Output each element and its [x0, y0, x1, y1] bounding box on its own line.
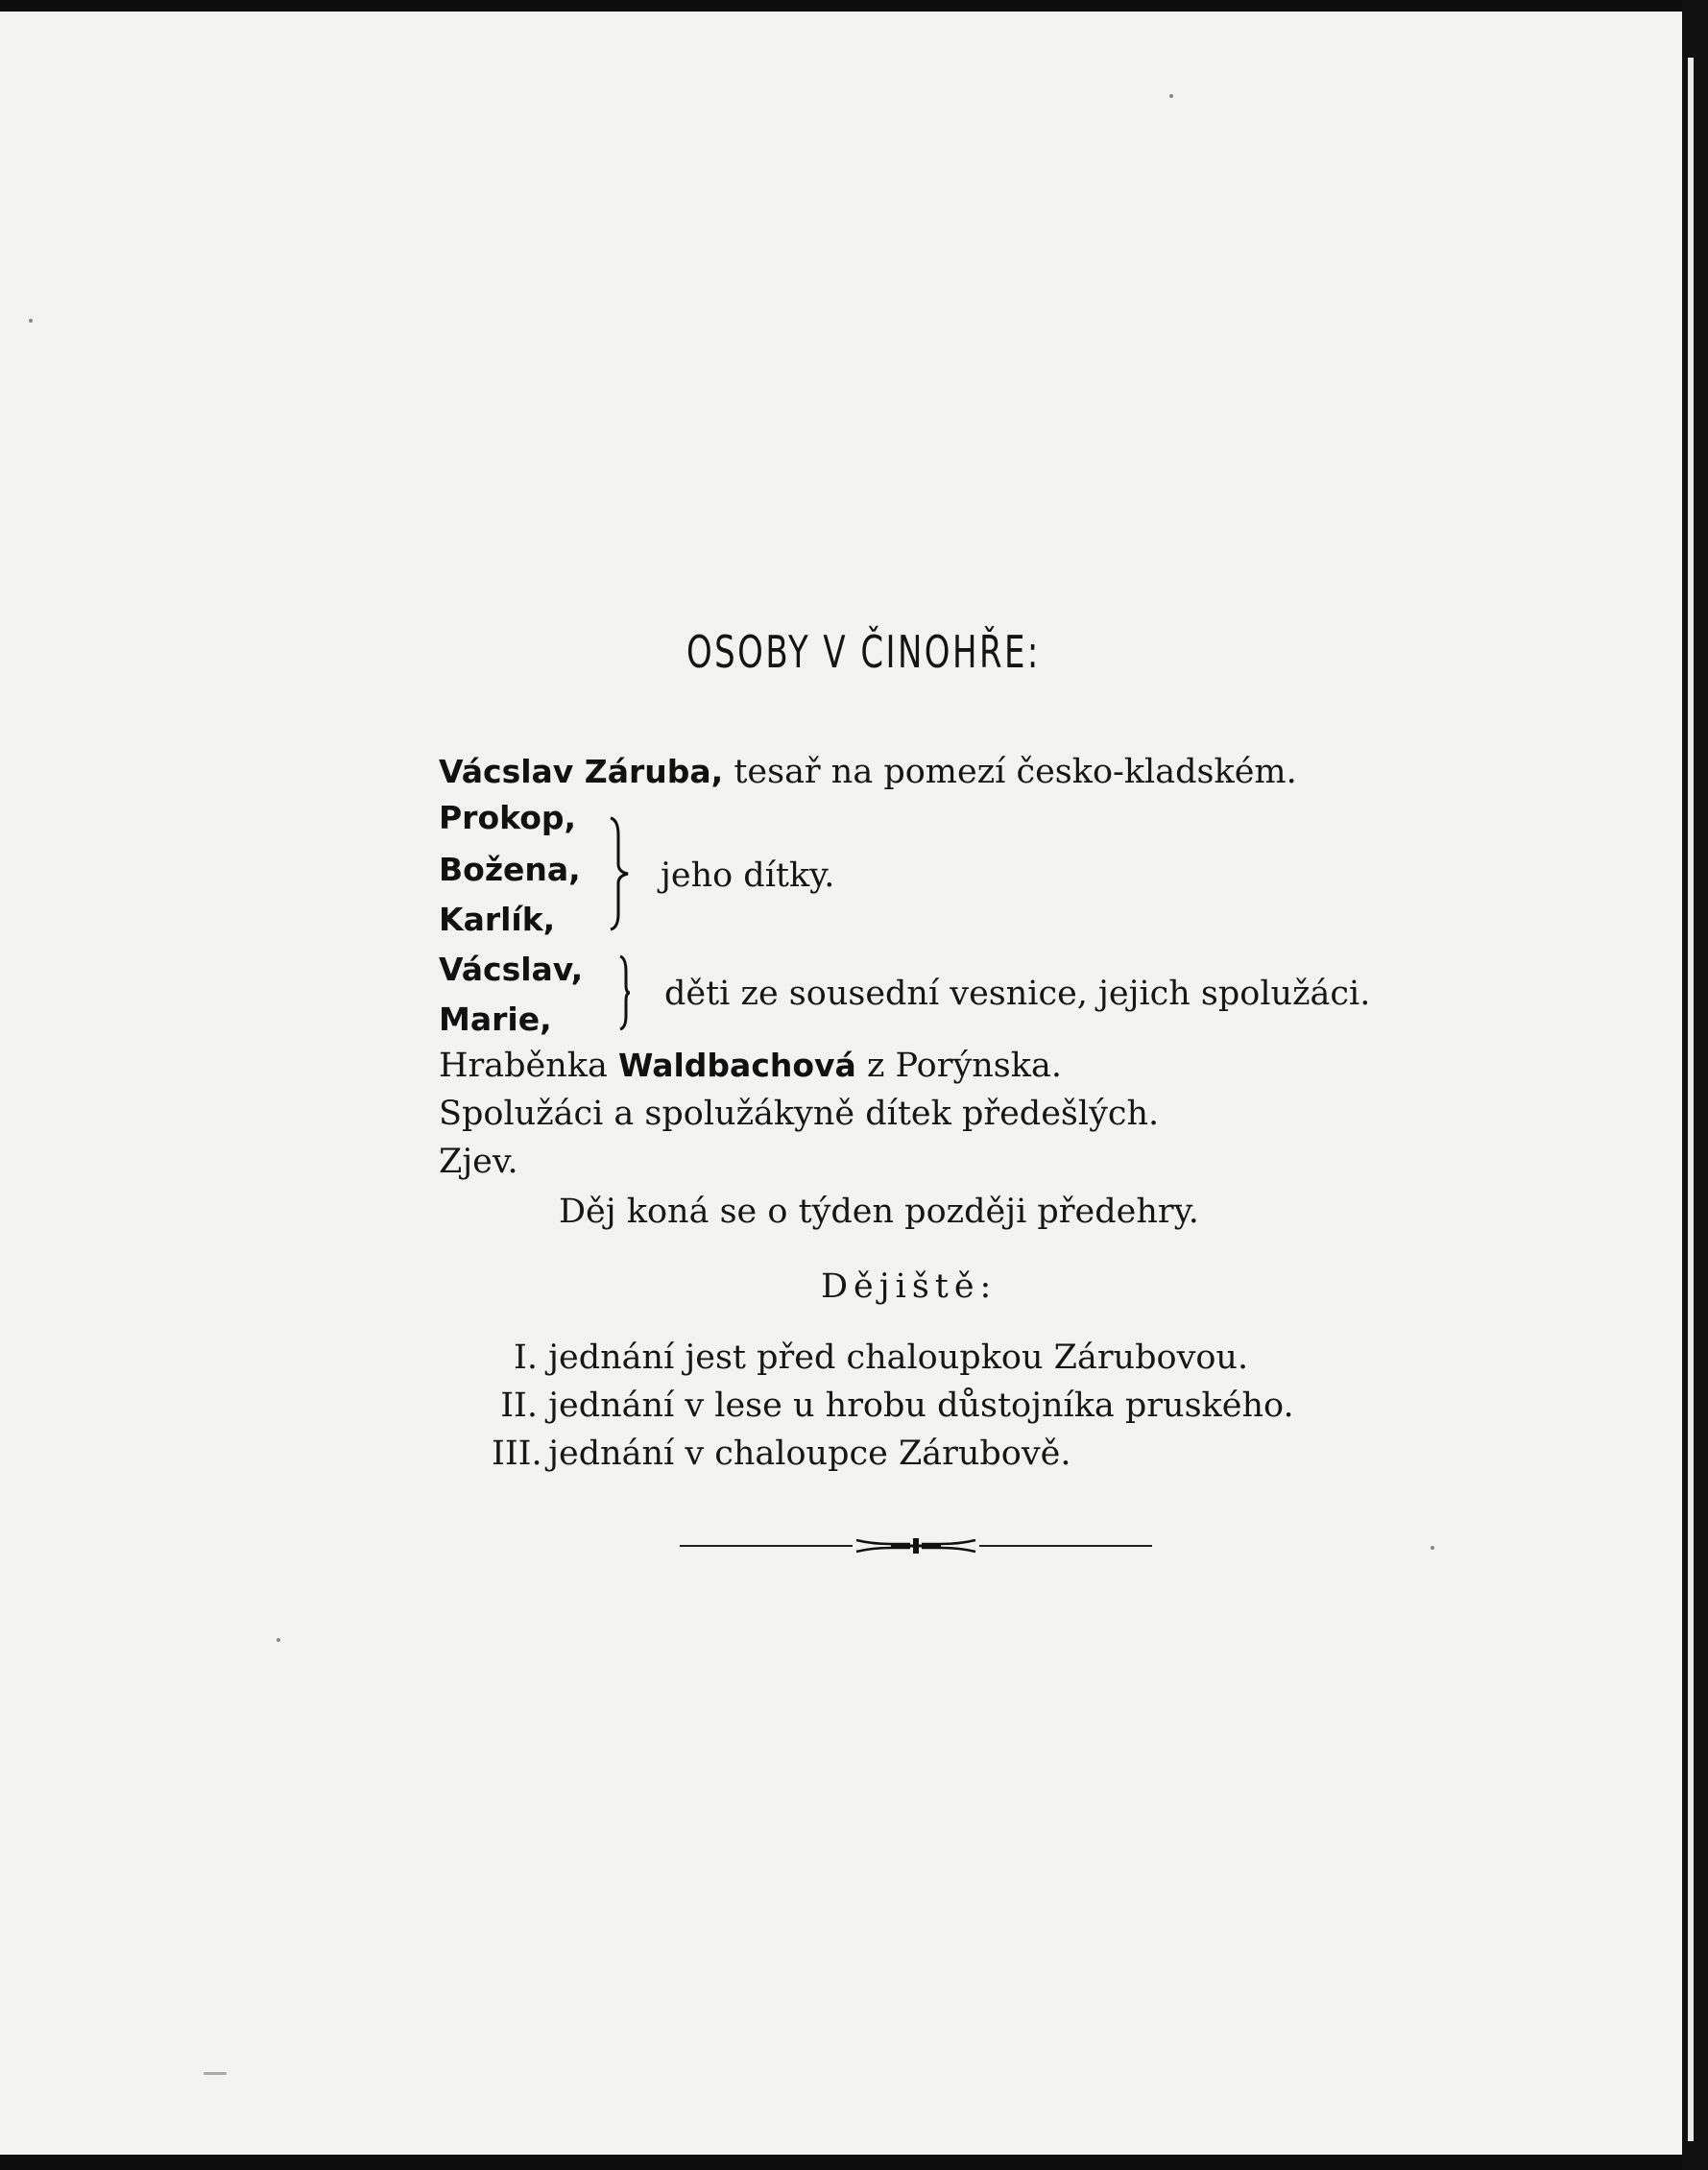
cast-entry-ghost: Zjev. [439, 1143, 518, 1181]
cast-neighbors-description: děti ze sousední vesnice, jejich spolužáci. [664, 975, 1371, 1013]
page-title: OSOBY V ČINOHŘE: [686, 626, 1041, 678]
cast-children-description: jeho dítky. [661, 856, 835, 895]
cast-name-bozena: Božena, [439, 851, 581, 888]
scene-number: II. [500, 1386, 538, 1425]
cast-name-vacslav: Vácslav, [439, 951, 584, 988]
cast-name-marie: Marie, [439, 1001, 552, 1038]
cast-name-karlik: Karlík, [439, 901, 556, 938]
cast-entry-classmates: Spolužáci a spolužákyně dítek předešlých. [439, 1095, 1160, 1133]
scan-speck [204, 2072, 227, 2075]
page-edge-highlight [1688, 58, 1694, 2141]
scan-speck [1431, 1546, 1434, 1550]
brace-neighbors [616, 952, 636, 1033]
scene-text: jednání jest před chaloupkou Zárubovou. [548, 1338, 1249, 1377]
cast-entry-countess: Hraběnka Waldbachová z Porýnska. [439, 1047, 1062, 1085]
book-page [0, 12, 1682, 2155]
cast-name: Vácslav Záruba, [439, 753, 724, 790]
scene-text: jednání v lese u hrobu důstojníka pruského. [548, 1386, 1294, 1425]
cast-description: tesař na pomezí česko-kladském. [734, 753, 1297, 791]
scene-2 [492, 1386, 1294, 1425]
ornament-divider-icon [680, 1534, 1152, 1557]
scene-heading: Dějiště: [821, 1267, 998, 1306]
scene-3 [492, 1435, 1071, 1473]
scan-speck [1169, 94, 1173, 98]
scene-text: jednání v chaloupce Zárubově. [548, 1435, 1071, 1473]
scene-number: I. [514, 1338, 538, 1377]
page-edge-shadow [1682, 0, 1708, 2170]
scan-speck [277, 1638, 280, 1642]
scene-1 [492, 1338, 1248, 1377]
scan-speck [29, 319, 33, 323]
cast-entry-zaruba [439, 753, 1297, 791]
brace-children [607, 814, 636, 933]
scene-number: III. [492, 1435, 542, 1473]
cast-name-prokop: Prokop, [439, 799, 577, 836]
time-note: Děj koná se o týden později předehry. [559, 1193, 1199, 1231]
